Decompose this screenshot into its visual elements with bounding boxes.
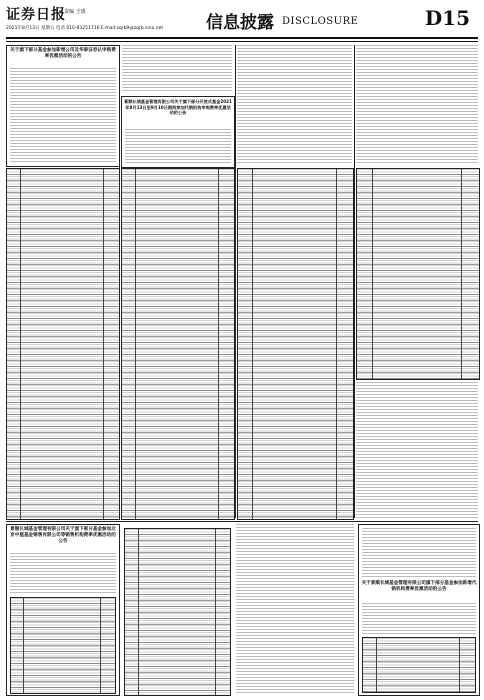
- section-title-en: DISCLOSURE: [282, 16, 359, 27]
- fund-table-col-2: [121, 168, 235, 520]
- masthead-rule: [6, 37, 478, 39]
- lower-fund-table: [124, 528, 231, 696]
- column-rule: [119, 45, 120, 518]
- lower-body-column: [236, 524, 354, 694]
- article-1-body: [10, 68, 116, 163]
- upper-body-column-4: [356, 45, 478, 165]
- article-4-headline: 关于景顺长城基金管理有限公司旗下部分基金参加新增代销机构费率优惠活动的公告: [361, 581, 477, 592]
- article-3-box: [6, 524, 120, 696]
- masthead: [6, 4, 478, 36]
- article-3-table: [10, 597, 116, 694]
- article-4-box: [358, 524, 480, 696]
- article-2-body: [125, 129, 231, 165]
- right-notes-column: [356, 382, 478, 518]
- column-rule: [354, 45, 355, 518]
- article-1-box: [6, 45, 120, 167]
- column-rule: [235, 45, 236, 518]
- fund-table-col-1: [6, 168, 120, 520]
- masthead-rule-thin: [6, 41, 478, 42]
- newspaper-logo: 证券日报: [6, 7, 66, 23]
- editor-credit: 责编 王惠: [64, 9, 86, 15]
- fund-table-col-3: [237, 168, 354, 520]
- article-4-table: [362, 637, 476, 693]
- fund-table-col-4: [356, 168, 480, 380]
- article-2-box: [121, 96, 235, 168]
- article-1-headline: 关于旗下部分基金参加新增公司及华泰证券认申购费率优惠活动的公告: [10, 48, 116, 59]
- article-4-body: [362, 603, 476, 635]
- dateline: 2021年8月13日 星期五 电话 010-83251716 E-mail:zqrb9@zqrb.sina.net: [6, 26, 164, 31]
- page-number: D15: [424, 6, 470, 30]
- article-3-headline: 景顺长城基金管理有限公司关于旗下部分基金参加北京中植基金销售有限公司等销售机构费率优惠活动的公告: [10, 527, 116, 544]
- upper-body-column-2: [122, 45, 232, 93]
- upper-body-column-3: [237, 45, 352, 165]
- article-2-headline: 景顺长城基金管理有限公司关于旗下部分开放式基金2021年8月13日至9月10日期间参加代销机构申购费率优惠活动的公告: [124, 99, 232, 116]
- article-3-body: [10, 553, 116, 593]
- section-title: 信息披露: [206, 13, 274, 33]
- horizontal-rule: [6, 521, 478, 522]
- article-4-intro: [362, 528, 476, 578]
